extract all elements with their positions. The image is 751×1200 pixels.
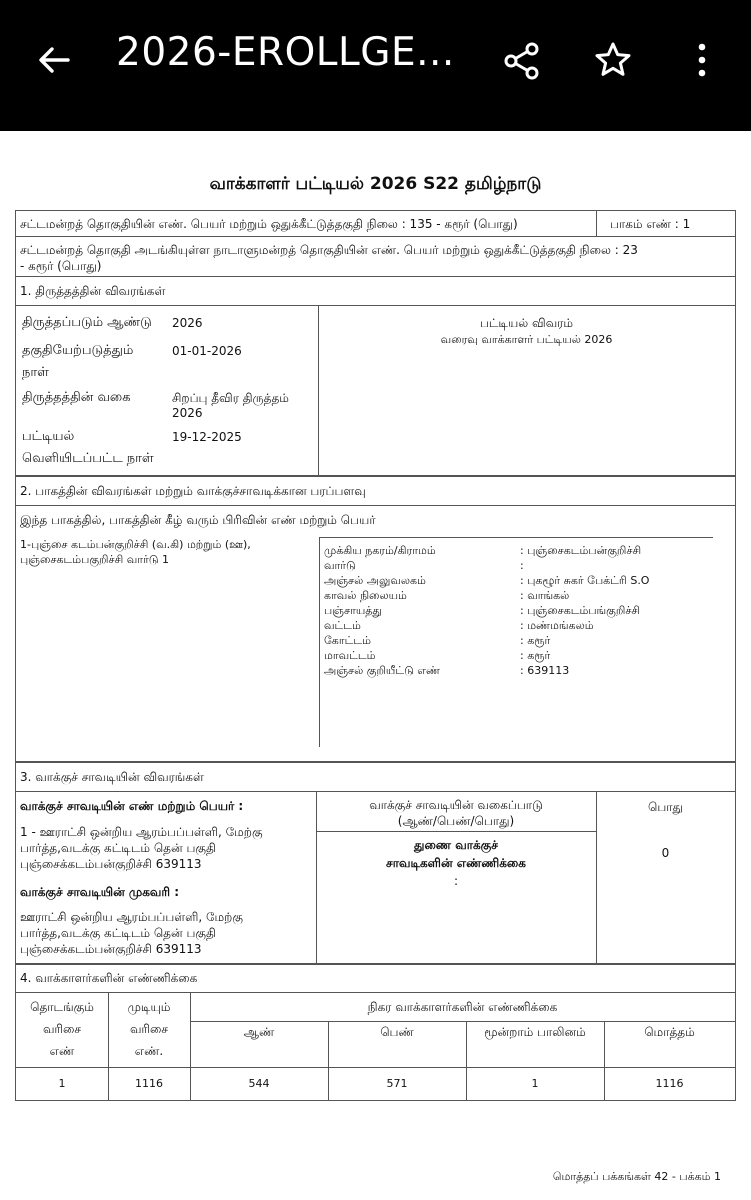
revision-year-label: திருத்தப்படும் ஆண்டு [22,315,152,330]
third-gender-header: மூன்றாம் பாலினம் [484,1025,586,1039]
star-icon[interactable] [593,40,633,80]
constituency-info: சட்டமன்றத் தொகுதியின் எண். பெயர் மற்றும் ஒதுக்கீட்டுத்தகுதி நிலை : 135 - கரூர் (பொது) [20,217,518,231]
end-serial-value: 1116 [135,1077,163,1090]
auxiliary-stations-value: 0 [661,846,670,860]
qualifying-date-label-1: தகுதியேற்படுத்தும் [22,343,134,358]
polling-station-name-line2: பார்த்த,வடக்கு கட்டிடம் தென் பகுதி [20,841,216,855]
pincode-value: : 639113 [520,664,570,677]
publication-date-label-2: வெளியிடப்பட்ட நாள் [22,451,154,466]
section-1 [15,276,736,476]
district-label: மாவட்டம் [324,649,376,662]
polling-station-name-label: வாக்குச் சாவடியின் எண் மற்றும் பெயர் : [20,799,244,813]
main-village-label: முக்கிய நகரம்/கிராமம் [324,544,436,557]
publication-date-label-1: பட்டியல் [22,429,75,444]
polling-station-address-label: வாக்குச் சாவடியின் முகவரி : [20,885,180,899]
start-serial-header-1: தொடங்கும் [30,1000,94,1014]
panchayat-value: : புஞ்சைகடம்பங்குறிச்சி [520,604,641,617]
qualifying-date-label-2: நாள் [22,365,49,380]
revision-type-label: திருத்தத்தின் வகை [22,390,131,405]
section-2-subheading: இந்த பாகத்தில், பாகத்தின் கீழ் வரும் பிரிவின் எண் மற்றும் பெயர் [20,513,376,527]
polling-station-name-line3: புஞ்சைக்கடம்பன்குறிச்சி 639113 [20,857,202,871]
section-1-heading: 1. திருத்தத்தின் விவரங்கள் [20,284,166,298]
main-village-value: : புஞ்சைகடம்பன்குறிச்சி [520,544,642,557]
roll-details-heading: பட்டியல் விவரம் [479,316,574,330]
male-count: 544 [248,1077,270,1090]
female-count: 571 [386,1077,408,1090]
polling-station-address-line2: பார்த்த,வடக்கு கட்டிடம் தென் பகுதி [20,926,216,940]
back-arrow-icon[interactable] [36,42,72,78]
doc-title: வாக்காளர் பட்டியல் 2026 S22 தமிழ்நாடு [209,174,542,194]
section-2 [15,476,736,762]
parliament-info-line2: - கரூர் (பொது) [20,259,102,273]
auxiliary-stations-colon: : [453,874,459,888]
revision-year-value: 2026 [172,316,203,330]
district-value: : கரூர் [520,649,551,662]
taluk-label: வட்டம் [324,619,361,632]
total-header: மொத்தம் [644,1025,695,1039]
start-serial-value: 1 [58,1077,66,1090]
parliament-info-line1: சட்டமன்றத் தொகுதி அடங்கியுள்ள நாடாளுமன்றத் தொகுதியின் எண். பெயர் மற்றும் ஒதுக்கீட்டுத்தகுதி நிலை : 23 [20,243,638,257]
division-value: : கரூர் [520,634,551,647]
app-bar [0,0,751,131]
end-serial-header-2: வரிசை [129,1022,169,1036]
total-count: 1116 [655,1077,684,1090]
section-4 [15,964,736,1101]
polling-station-address-line3: புஞ்சைக்கடம்பன்குறிச்சி 639113 [20,942,202,956]
qualifying-date-value: 01-01-2026 [172,344,242,358]
publication-date-value: 19-12-2025 [172,430,242,444]
taluk-value: : மண்மங்கலம் [520,619,594,632]
police-station-value: : வாங்கல் [520,589,570,602]
auxiliary-stations-label-2: சாவடிகளின் எண்ணிக்கை [386,856,526,870]
document-title: 2026-EROLLGE... [116,30,455,75]
ward-value: : [520,559,524,572]
section-names-line2: புஞ்சைகடம்பகுறிச்சி வார்டு 1 [20,553,170,566]
ward-label: வார்டு [324,559,356,572]
section-3 [15,762,736,964]
start-serial-header-3: எண் [49,1044,75,1058]
female-header: பெண் [380,1025,414,1039]
section-names-line1: 1-புஞ்சை கடம்பன்குறிச்சி (வ.கி) மற்றும் (ஊ), [20,538,251,551]
revision-type-value-2: 2026 [172,406,203,420]
section-4-heading: 4. வாக்காளர்களின் எண்ணிக்கை [20,971,198,985]
revision-type-value-1: சிறப்பு தீவிர திருத்தம் [172,391,289,405]
more-vert-icon[interactable] [690,42,714,78]
roll-details-value: வரைவு வாக்காளர் பட்டியல் 2026 [440,333,613,346]
part-number: பாகம் எண் : 1 [610,217,691,231]
polling-station-type-label-1: வாக்குச் சாவடியின் வகைப்பாடு [369,798,543,812]
net-electors-heading: நிகர வாக்காளர்களின் எண்ணிக்கை [367,1000,558,1014]
polling-station-address-line1: ஊராட்சி ஒன்றிய ஆரம்பப்பள்ளி, மேற்கு [20,910,243,924]
section-2-heading: 2. பாகத்தின் விவரங்கள் மற்றும் வாக்குச்சாவடிக்கான பரப்பளவு [20,484,366,498]
third-gender-count: 1 [531,1077,539,1090]
polling-station-type-label-2: (ஆண்/பெண்/பொது) [397,814,515,828]
post-office-label: அஞ்சல் அலுவலகம் [324,574,426,587]
share-icon[interactable] [503,42,541,80]
end-serial-header-3: எண். [134,1044,164,1058]
division-label: கோட்டம் [324,634,371,647]
polling-station-type-value: பொது [648,800,683,814]
panchayat-label: பஞ்சாயத்து [324,604,382,617]
male-header: ஆண் [243,1025,275,1039]
page-footer: மொத்தப் பக்கங்கள் 42 - பக்கம் 1 [552,1170,721,1183]
auxiliary-stations-label-1: துணை வாக்குச் [414,838,498,852]
header-row-2 [15,236,736,277]
pincode-label: அஞ்சல் குறியீட்டு எண் [324,664,441,677]
post-office-value: : புகழூர் சுகர் பேக்ட்ரி S.O [520,574,650,587]
start-serial-header-2: வரிசை [42,1022,82,1036]
polling-station-name-line1: 1 - ஊராட்சி ஒன்றிய ஆரம்பப்பள்ளி, மேற்கு [20,825,263,839]
police-station-label: காவல் நிலையம் [324,589,407,602]
section-3-heading: 3. வாக்குச் சாவடியின் விவரங்கள் [20,770,204,784]
header-row-1 [15,210,736,237]
end-serial-header-1: முடியும் [127,1000,171,1014]
